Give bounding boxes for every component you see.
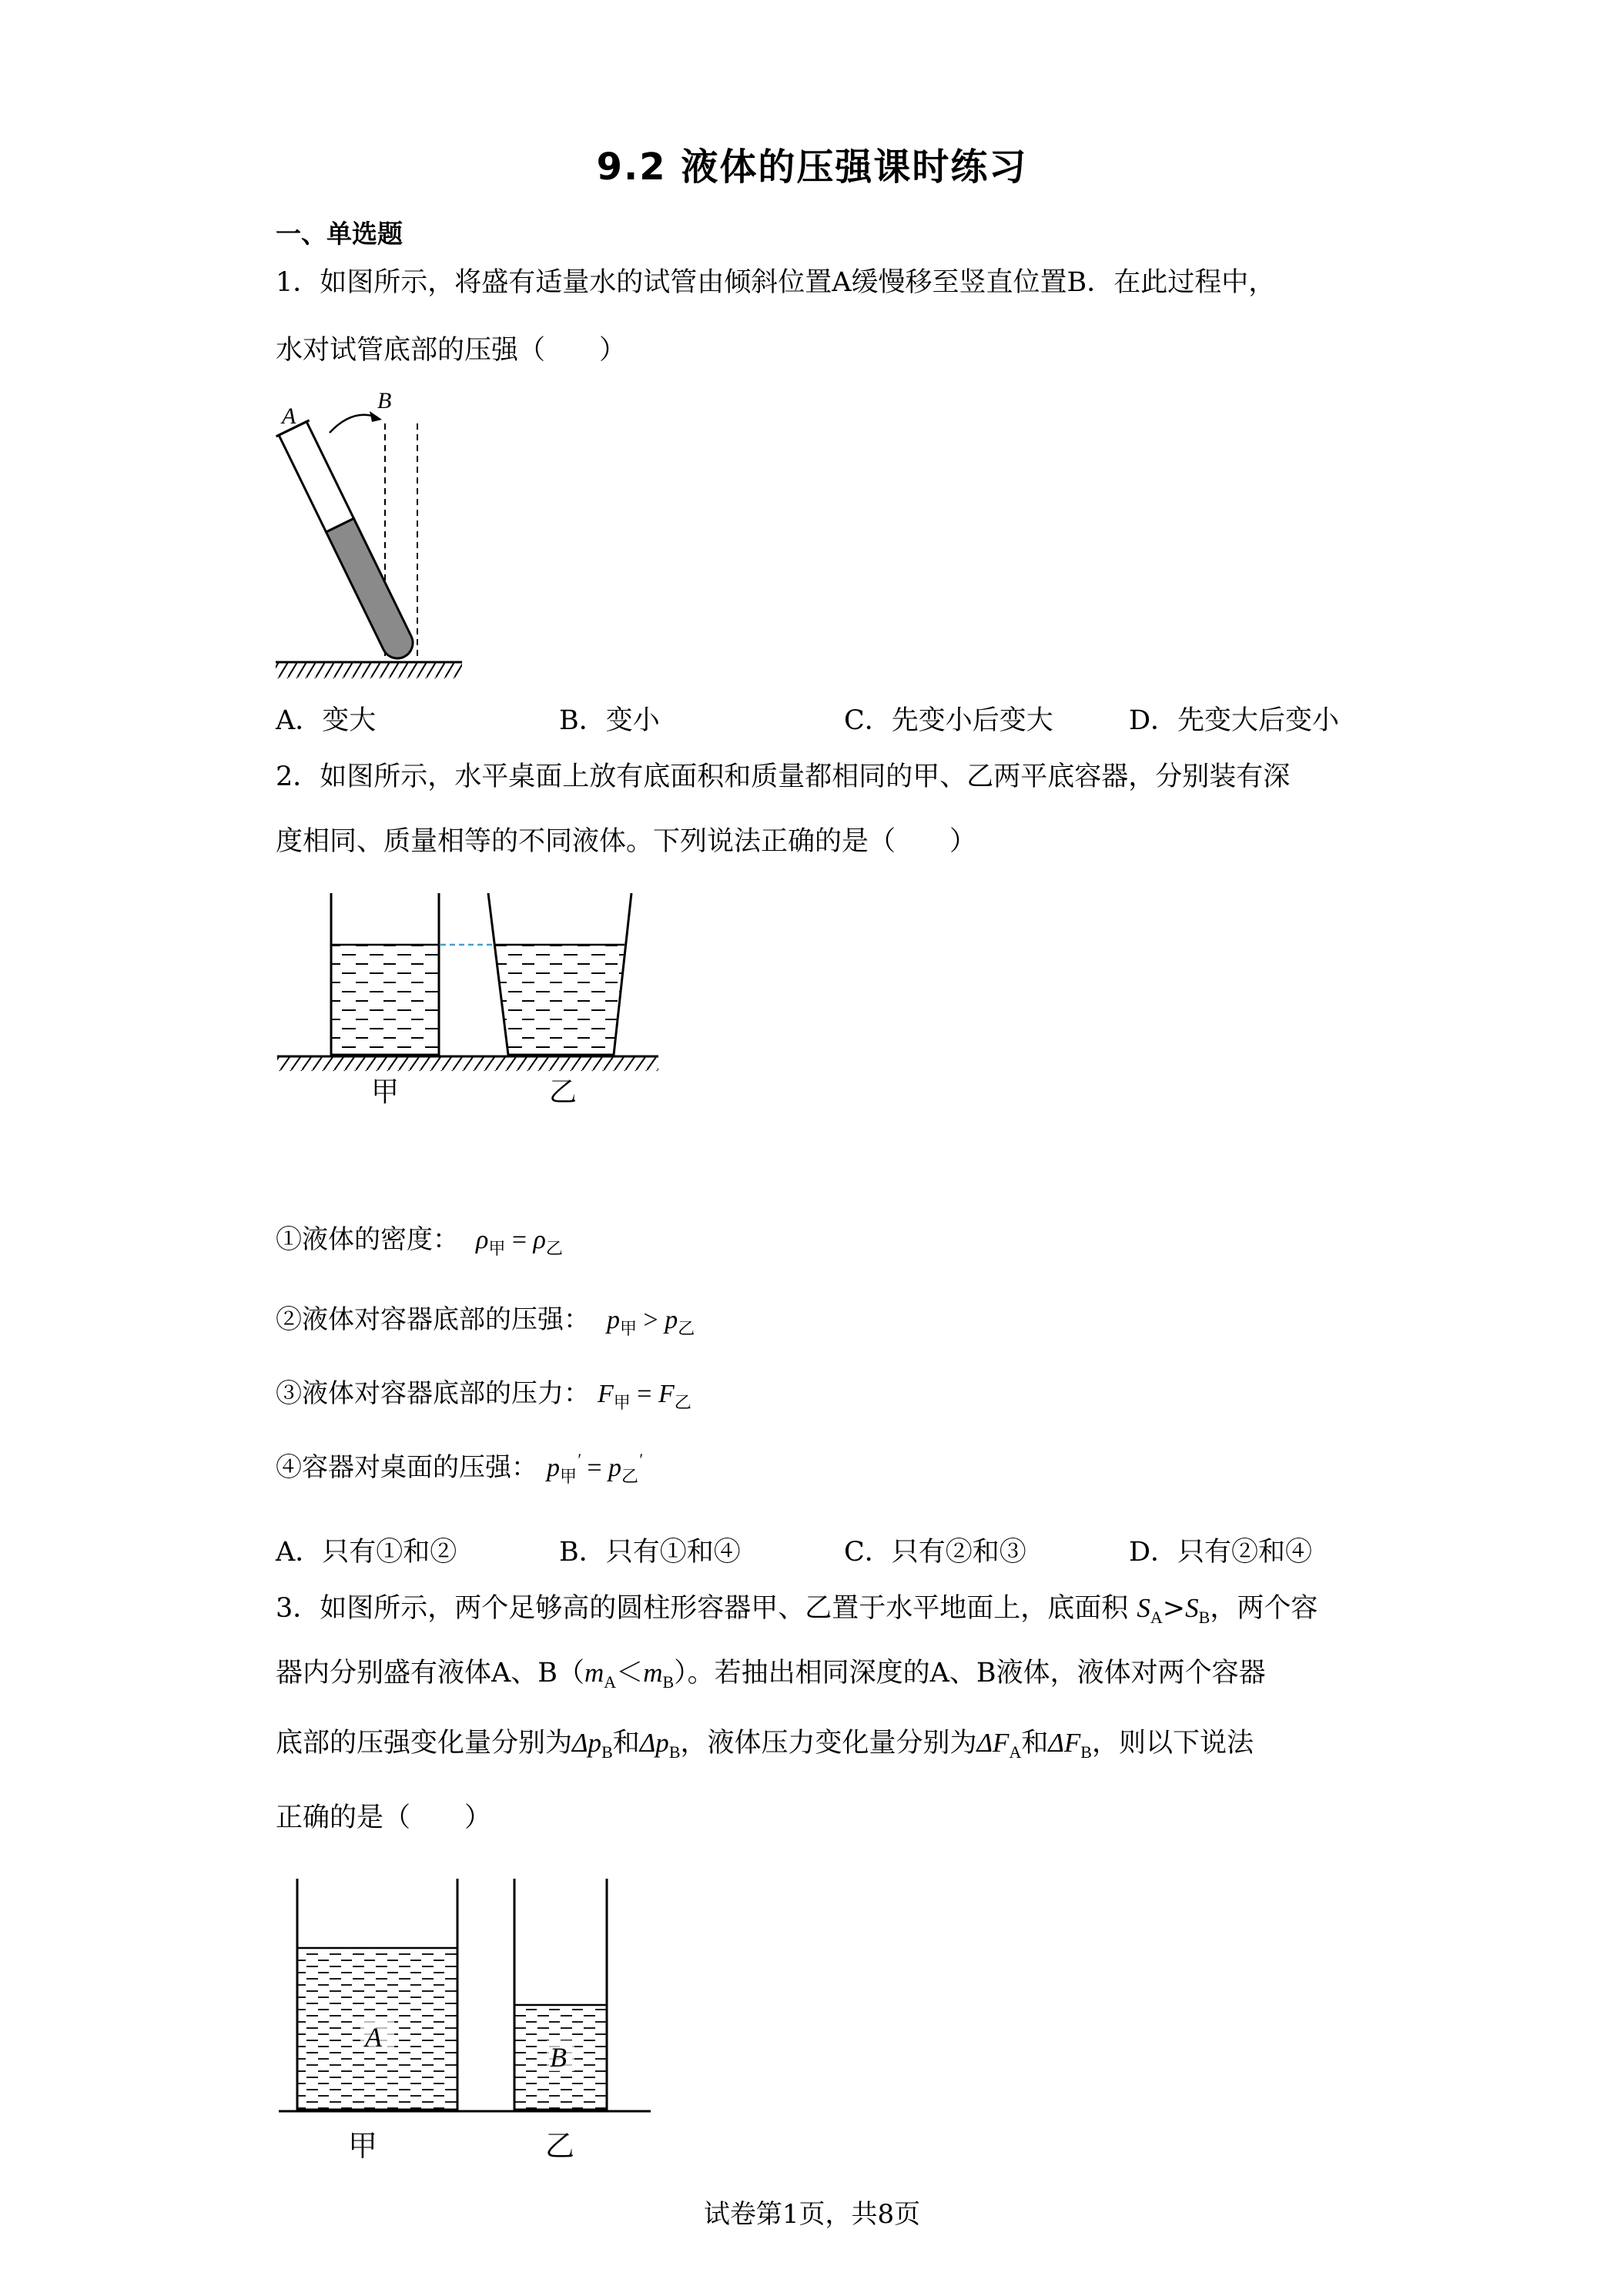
q2-statement-3: ③液体对容器底部的压力： $F_甲 = F_乙$ <box>276 1378 691 1412</box>
q2-statement-2: ②液体对容器底部的压强： $p_甲 > p_乙$ <box>276 1304 695 1338</box>
liquid-yi <box>495 945 624 1055</box>
q3-stem-line1: 3．如图所示，两个足够高的圆柱形容器甲、乙置于水平地面上，底面积 $S_A>S_B$，两个容 <box>276 1593 1318 1627</box>
q1-option-b[interactable]: B．变小 <box>559 705 660 736</box>
label-a: A <box>365 2022 382 2053</box>
q3-stem-line3: 底部的压强变化量分别为$\Delta p_B$和$\Delta p_B$，液体压力变化量分别为$\Delta F_A$和$\Delta F_B$，则以下说法 <box>276 1728 1254 1762</box>
page-title: 9.2 液体的压强课时练习 <box>596 146 1028 189</box>
table-hatch <box>277 1057 658 1071</box>
q1-stem-line1: 1．如图所示，将盛有适量水的试管由倾斜位置A缓慢移至竖直位置B．在此过程中， <box>276 267 1276 298</box>
liquid-jia <box>331 945 439 1055</box>
q3-stem-line4: 正确的是（ ） <box>276 1802 492 1833</box>
label-a: A <box>282 403 296 429</box>
q2-stem-line1: 2．如图所示，水平桌面上放有底面积和质量都相同的甲、乙两平底容器，分别装有深 <box>276 761 1291 792</box>
q2-option-a[interactable]: A．只有①和② <box>276 1537 457 1568</box>
q3-stem-line2: 器内分别盛有液体A、$B(m_A<m_B)$。若抽出相同深度的A、B液体，液体对两个容器 <box>276 1658 1266 1692</box>
ground-hatch <box>276 663 462 678</box>
q2-option-b[interactable]: B．只有①和④ <box>559 1537 741 1568</box>
q1-option-a[interactable]: A．变大 <box>276 705 377 736</box>
q2-option-c[interactable]: C．只有②和③ <box>844 1537 1026 1568</box>
q2-statement-1: ①液体的密度： $\rho_甲 = \rho_乙$ <box>276 1224 563 1258</box>
q1-stem-line2: 水对试管底部的压强（ ） <box>276 335 627 366</box>
water <box>326 518 418 663</box>
q1-test-tube-figure <box>270 385 477 685</box>
rotation-arrow <box>330 415 377 433</box>
q2-stem-line2: 度相同、质量相等的不同液体。下列说法正确的是（ ） <box>276 826 977 857</box>
q2-statement-4: ④容器对桌面的压强： $p_甲' = p_乙'$ <box>276 1450 642 1486</box>
q1-option-c[interactable]: C．先变小后变大 <box>844 705 1053 736</box>
label-jia: 甲 <box>348 2130 378 2163</box>
page-footer: 试卷第1页，共8页 <box>703 2199 921 2230</box>
label-yi: 乙 <box>549 1076 578 1107</box>
label-jia: 甲 <box>371 1076 400 1107</box>
label-b: B <box>550 2042 567 2073</box>
q1-option-d[interactable]: D．先变大后变小 <box>1129 705 1340 736</box>
test-tube <box>276 420 421 665</box>
label-yi: 乙 <box>545 2130 575 2163</box>
q3-cylinders-figure <box>270 1871 670 2164</box>
q2-option-d[interactable]: D．只有②和④ <box>1129 1537 1313 1568</box>
section-heading: 一、单选题 <box>276 219 403 249</box>
label-b: B <box>377 388 392 413</box>
q2-containers-figure <box>270 885 670 1116</box>
